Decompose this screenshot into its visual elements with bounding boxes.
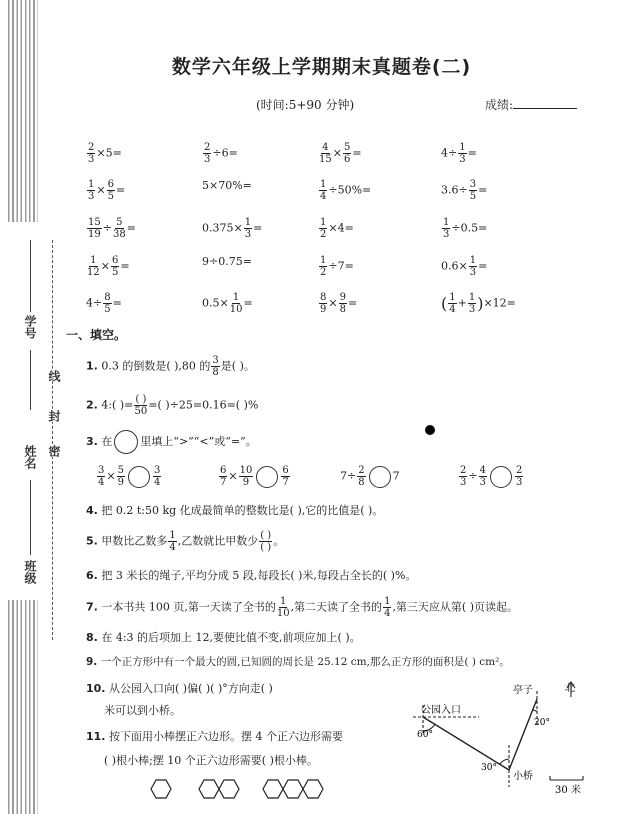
page-title: 数学六年级上学期期末真题卷(二) xyxy=(171,56,472,78)
section-1-title: 一、填空。 xyxy=(66,328,127,342)
angle-arc-bridge xyxy=(500,759,509,764)
q8-number: 8. xyxy=(86,631,98,644)
q7-fraction-a: $\frac{1}{10}$ xyxy=(276,596,290,619)
q5-text-b: ,乙数就比甲数少 xyxy=(177,534,259,548)
xuehao-label: 学号 xyxy=(23,315,37,339)
question-5 xyxy=(86,530,284,553)
bridge-pavilion-path xyxy=(509,699,537,770)
q11-line-2: ( )根小棒;摆 10 个正六边形需要( )根小棒。 xyxy=(104,754,318,767)
angle-pavilion-label: 20° xyxy=(534,718,550,728)
q10-line-1: 从公园入口向( )偏( )( )°方向走( ) xyxy=(109,682,273,695)
calc-item: $\frac{4}{15}$ × $\frac{5}{6}$ = xyxy=(319,142,362,165)
question-9 xyxy=(86,654,510,669)
question-2 xyxy=(86,394,258,417)
question-6 xyxy=(86,567,416,583)
hexagon-pair xyxy=(199,780,239,798)
q10-number: 10. xyxy=(86,682,106,695)
q1-text-b: 是( )。 xyxy=(220,359,255,373)
q3-text-b: 里填上“>”“<”或“=”。 xyxy=(140,435,257,448)
q5-text-c: 。 xyxy=(273,534,285,548)
question-10 xyxy=(86,680,273,696)
calc-item: ( $\frac{1}{4}$ + $\frac{1}{3}$ )×12= xyxy=(441,292,516,315)
calc-item: $\frac{8}{9}$ × $\frac{9}{8}$ = xyxy=(320,292,358,315)
park-label: 公园入口 xyxy=(421,705,461,716)
q3-compare-item: $\frac{3}{4}$ × $\frac{5}{9}$ $\frac{3}{4}$ xyxy=(98,465,161,488)
calc-item: 9÷0.75= xyxy=(202,255,252,268)
q1-number: 1. xyxy=(86,359,98,373)
answer-circle[interactable] xyxy=(490,466,512,488)
q11-number: 11. xyxy=(86,730,106,743)
q9-text: 一个正方形中有一个最大的圆,已知圆的周长是 25.12 cm,那么正方形的面积是( ) cm²。 xyxy=(100,656,510,668)
scale-label: 30 米 xyxy=(555,785,581,795)
q7-text-c: ,第三天应从第( )页读起。 xyxy=(392,600,519,614)
q5-text-a: 甲数比乙数多 xyxy=(101,534,168,548)
calc-item: 4÷ $\frac{8}{5}$ = xyxy=(86,292,122,315)
q4-number: 4. xyxy=(86,504,98,517)
calc-item: $\frac{1}{4}$ ÷50%= xyxy=(320,179,372,202)
pavilion-label: 亭子 xyxy=(513,685,533,696)
q3-text-a: 在 xyxy=(101,435,113,448)
north-label: 北 xyxy=(565,683,575,694)
calc-item: 0.6× $\frac{1}{3}$ = xyxy=(441,255,488,278)
calc-item: $\frac{1}{3}$ × $\frac{6}{5}$ = xyxy=(88,179,126,202)
question-3 xyxy=(86,430,257,454)
calc-item: $\frac{1}{2}$ ÷7= xyxy=(320,255,354,278)
question-1 xyxy=(86,355,255,378)
q7-text-b: ,第二天读了全书的 xyxy=(290,600,383,614)
seal-word-xian: 线 xyxy=(47,370,61,382)
q7-number: 7. xyxy=(86,600,98,614)
q1-text-a: 0.3 的倒数是( ),80 的 xyxy=(101,359,211,373)
seal-dashed-line xyxy=(52,240,53,640)
xingming-label: 姓名 xyxy=(23,445,37,469)
calc-item: $\frac{15}{19}$ ÷ $\frac{5}{38}$ = xyxy=(88,217,136,240)
calc-item: $\frac{1}{2}$ ×4= xyxy=(320,217,354,240)
q4-text: 把 0.2 t:50 kg 化成最简单的整数比是( ),它的比值是( )。 xyxy=(101,504,384,517)
hexagon-1 xyxy=(151,780,171,798)
direction-map xyxy=(395,675,595,795)
q3-compare-item: 7÷ $\frac{2}{8}$ 7 xyxy=(340,465,400,488)
calc-item: $\frac{1}{12}$ × $\frac{6}{5}$ = xyxy=(87,255,130,278)
q10-line-2: 米可以到小桥。 xyxy=(104,704,181,717)
angle-park-label: 60° xyxy=(417,730,433,740)
q5-fraction-a: $\frac{1}{4}$ xyxy=(169,530,176,553)
q3-number: 3. xyxy=(86,435,98,448)
answer-circle[interactable] xyxy=(256,466,278,488)
binding-stripe-bottom xyxy=(8,600,38,814)
exam-time: (时间:5+90 分钟) xyxy=(256,98,355,112)
ink-dot xyxy=(425,425,435,435)
calc-item: 5×70%= xyxy=(202,179,252,192)
xuehao-line xyxy=(30,240,31,312)
seal-word-mi: 密 xyxy=(47,445,61,457)
hexagon-triple xyxy=(263,780,323,798)
hexagon-figures xyxy=(145,775,335,805)
compare-circle xyxy=(114,430,138,454)
calc-item: $\frac{2}{3}$ ÷6= xyxy=(204,142,238,165)
q3-compare-item: $\frac{6}{7}$ × $\frac{10}{9}$ $\frac{6}{7}$ xyxy=(220,465,289,488)
score-blank[interactable] xyxy=(513,96,577,109)
calc-item: 3.6÷ $\frac{3}{5}$ = xyxy=(441,179,488,202)
banji-label: 班级 xyxy=(23,560,37,584)
xingming-line xyxy=(30,480,31,555)
calc-item: $\frac{1}{3}$ ÷0.5= xyxy=(443,217,488,240)
calc-item: 4÷ $\frac{1}{3}$ = xyxy=(441,142,477,165)
q8-text: 在 4:3 的后项加上 12,要使比值不变,前项应加上( )。 xyxy=(101,631,361,644)
bridge-label: 小桥 xyxy=(513,771,533,782)
question-4 xyxy=(86,502,383,518)
q3-compare-item: $\frac{2}{3}$ ÷ $\frac{4}{3}$ $\frac{2}{3}$ xyxy=(460,465,523,488)
seal-word-feng: 封 xyxy=(47,410,61,422)
calc-item: 0.5× $\frac{1}{10}$ = xyxy=(202,292,253,315)
q11-line-1: 按下面用小棒摆正六边形。摆 4 个正六边形需要 xyxy=(109,730,343,743)
q2-text-b: =( )÷25=0.16=( )% xyxy=(148,398,259,412)
calc-item: 0.375× $\frac{1}{3}$ = xyxy=(202,217,263,240)
score-field[interactable] xyxy=(485,96,577,113)
angle-bridge-label: 30° xyxy=(481,763,497,773)
binding-stripe-top xyxy=(8,0,38,222)
divider-line xyxy=(30,350,31,410)
q2-text-a: 4:( )= xyxy=(101,398,134,412)
calc-item: $\frac{2}{3}$ ×5= xyxy=(88,142,122,165)
q2-number: 2. xyxy=(86,398,98,412)
question-7 xyxy=(86,596,518,619)
question-8 xyxy=(86,629,361,645)
q2-fraction: $\frac{( )}{50}$ xyxy=(134,394,148,417)
question-11 xyxy=(86,728,343,744)
answer-circle[interactable] xyxy=(128,466,150,488)
q1-fraction: $\frac{3}{8}$ xyxy=(212,355,219,378)
q5-number: 5. xyxy=(86,534,98,548)
answer-circle[interactable] xyxy=(369,466,391,488)
q7-fraction-b: $\frac{1}{4}$ xyxy=(384,596,391,619)
score-label: 成绩: xyxy=(485,98,514,112)
q6-text: 把 3 米长的绳子,平均分成 5 段,每段长( )米,每段占全长的( )%。 xyxy=(101,569,417,582)
q5-fraction-b: $\frac{( )}{( )}$ xyxy=(260,530,272,553)
q7-text-a: 一本书共 100 页,第一天读了全书的 xyxy=(101,600,276,614)
q9-number: 9. xyxy=(86,656,98,668)
angle-arc-pavilion xyxy=(533,710,537,711)
binding-margin xyxy=(0,0,60,814)
q6-number: 6. xyxy=(86,569,98,582)
